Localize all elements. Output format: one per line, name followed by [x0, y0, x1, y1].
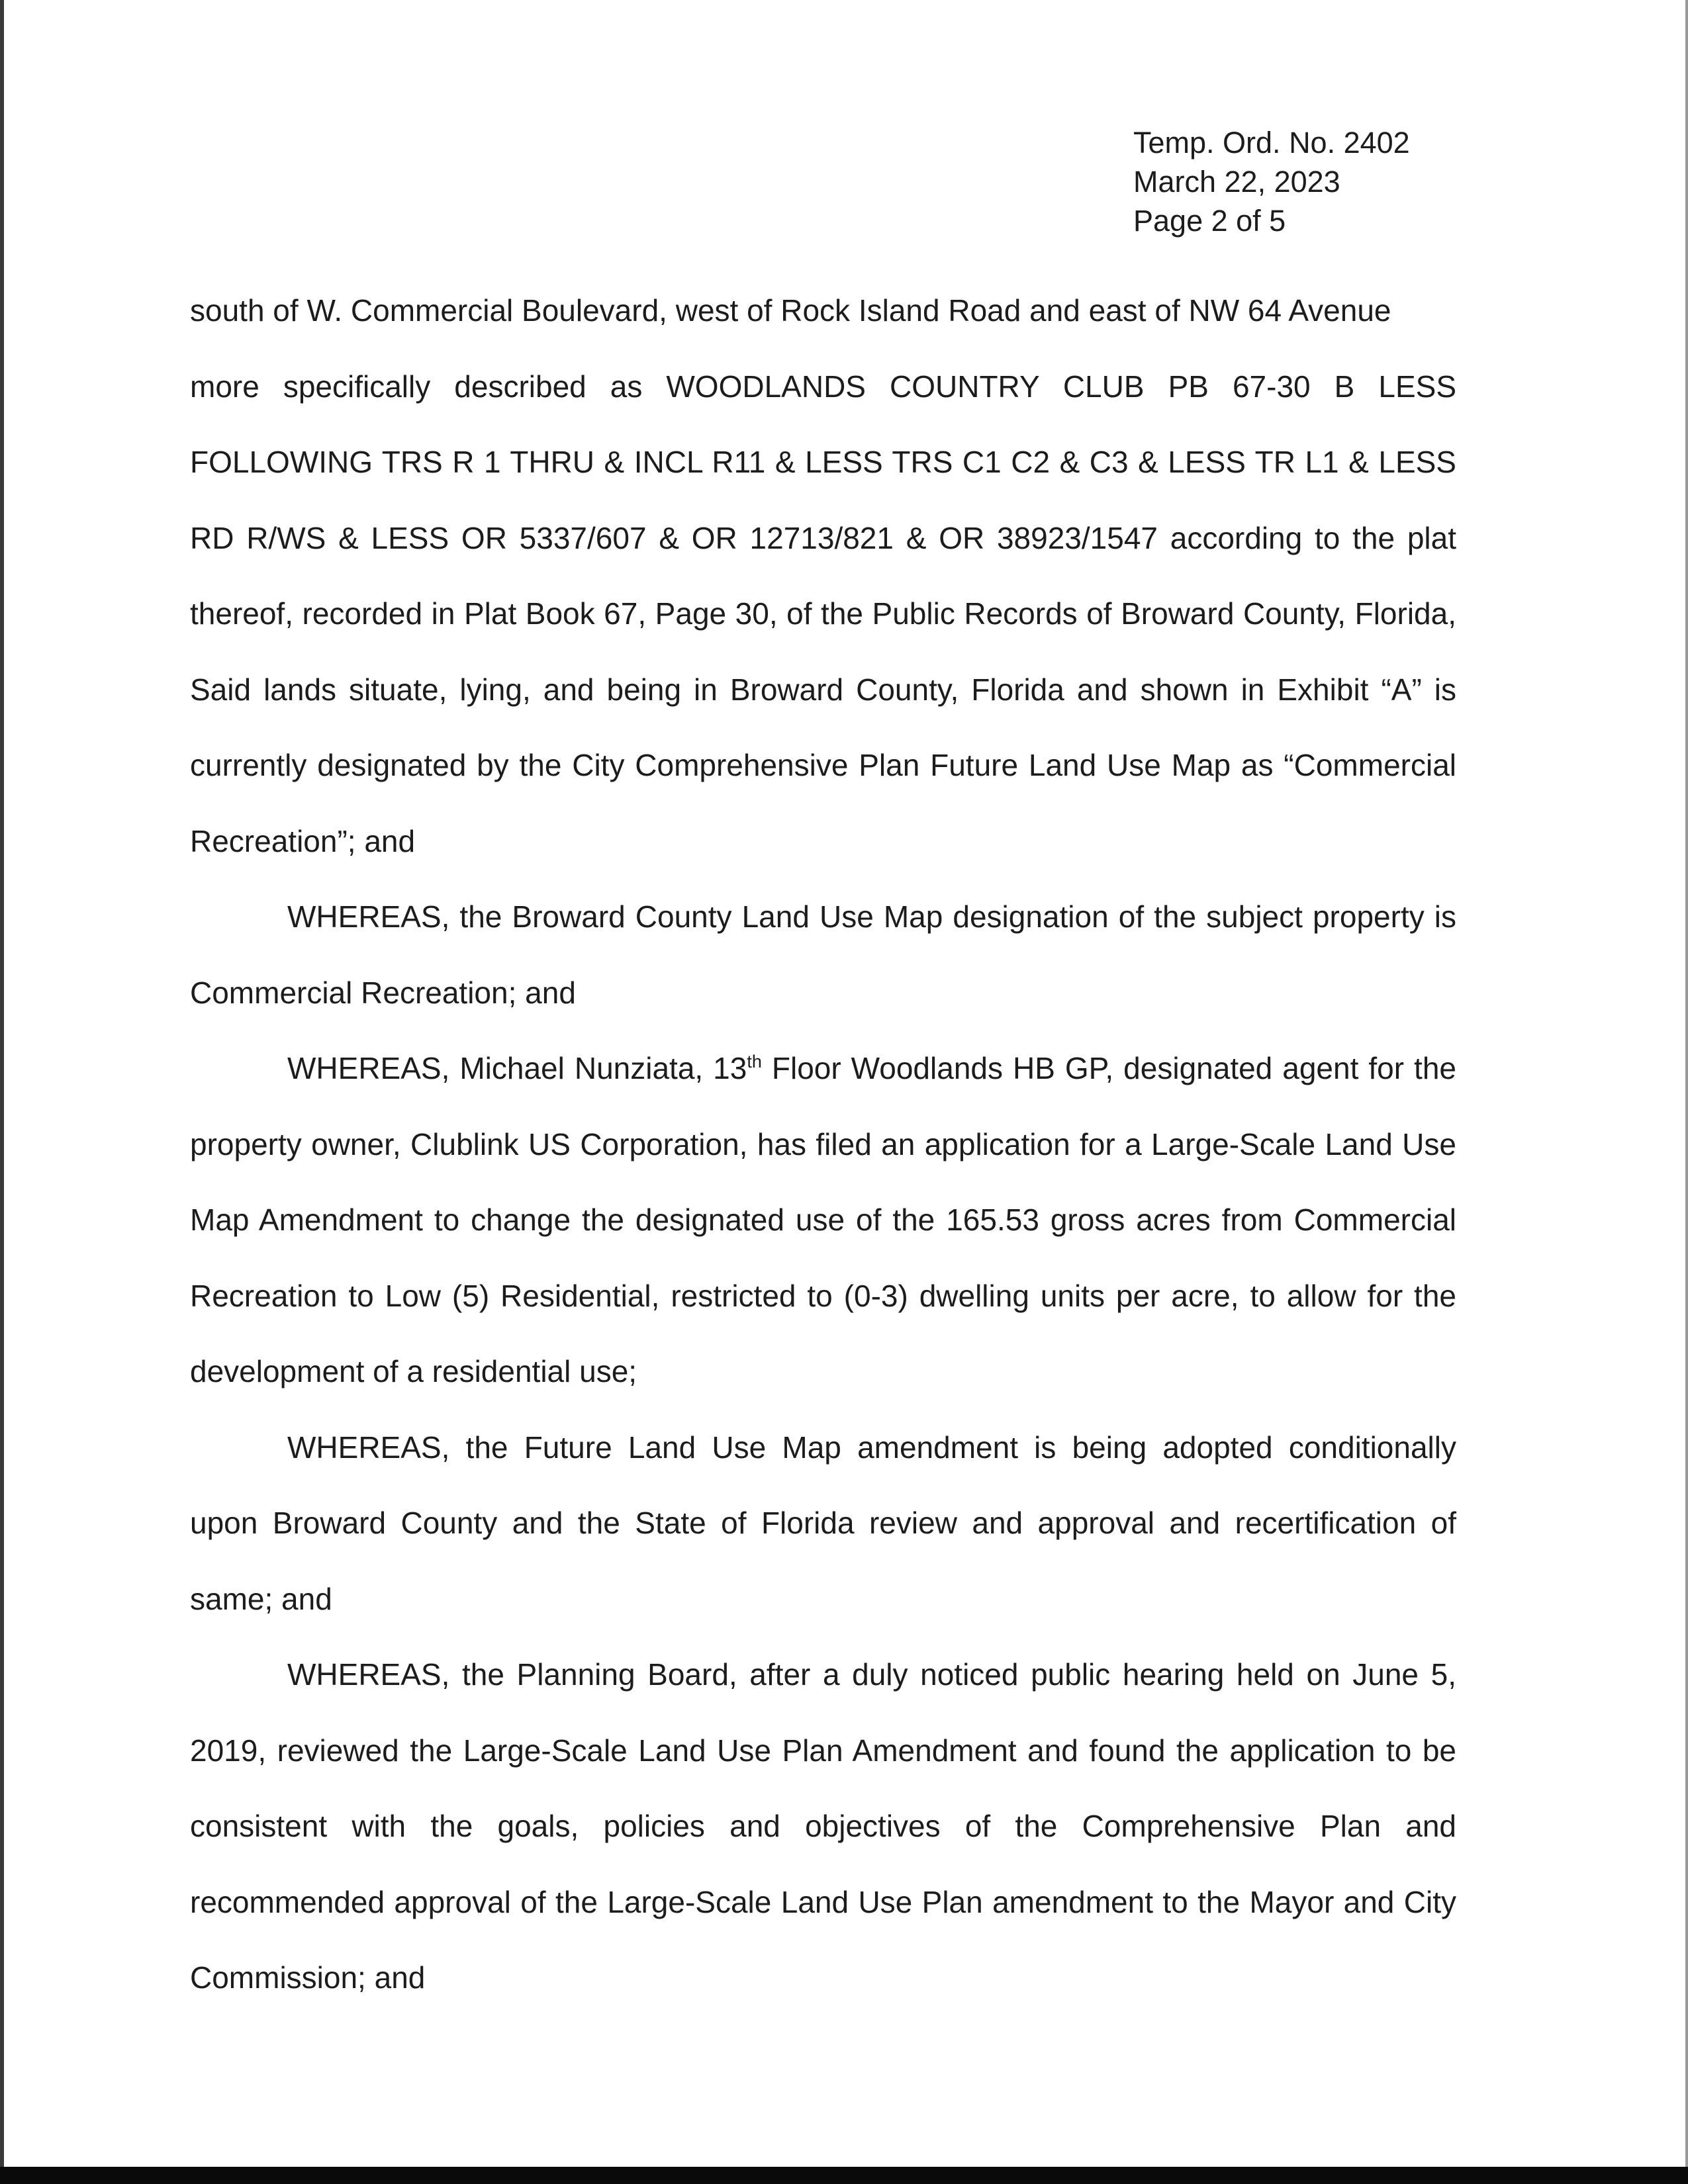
ordinance-number: Temp. Ord. No. 2402 — [1133, 126, 1410, 159]
scan-edge-bottom — [0, 2167, 1688, 2184]
application-text-start: WHEREAS, Michael Nunziata, 13 — [287, 1051, 747, 1085]
document-header — [1133, 123, 1410, 240]
ordinal-superscript: th — [747, 1052, 762, 1071]
paragraph-legal-description: more specifically described as WOODLANDS COUNTRY CLUB PB 67-30 B LESS FOLLOWING TRS R 1 THRU & INCL R11 & LESS TRS C1 C2 & C3 & LESS TR L1 & LESS RD R/WS & LESS OR 5337/607 & OR 12713/821 & OR 38923/1547 according to the plat thereof, recorded in Plat Book 67, Page 30, of the Public Records of Broward County, Florida, Said lands situate, lying, and being in Broward County, Florida and shown in Exhibit “A” is currently designated by the City Comprehensive Plan Future Land Use Map as “Commercial Recreation”; and — [190, 369, 1456, 858]
application-text-end: Floor Woodlands HB GP, designated agent for the property owner, Clublink US Corporation, has filed an application for a Large-Scale Land Use Map Amendment to change the designated use of the 165.53 gross acres from Commercial Recreation to Low (5) Residential, restricted to (0-3) dwelling units per acre, to allow for the development of a residential use; — [190, 1051, 1456, 1388]
scan-edge-left — [0, 0, 4, 2184]
document-body — [190, 273, 1456, 2016]
page-indicator: Page 2 of 5 — [1133, 204, 1286, 238]
paragraph-whereas-planning-board: WHEREAS, the Planning Board, after a duly noticed public hearing held on June 5, 2019, reviewed the Large-Scale Land Use Plan Amendment and found the application to be consistent with the goals, policies and objectives of the Comprehensive Plan and recommended approval of the Large-Scale Land Use Plan amendment to the Mayor and City Commission; and — [190, 1657, 1456, 1995]
paragraph-whereas-county-designation: WHEREAS, the Broward County Land Use Map designation of the subject property is Commercial Recreation; and — [190, 899, 1456, 1010]
document-date: March 22, 2023 — [1133, 165, 1340, 199]
paragraph-location: south of W. Commercial Boulevard, west of Rock Island Road and east of NW 64 Avenue — [190, 293, 1391, 328]
paragraph-whereas-application — [190, 1030, 1456, 1410]
scan-edge-right — [1685, 0, 1688, 2184]
paragraph-whereas-conditional-adoption: WHEREAS, the Future Land Use Map amendment is being adopted conditionally upon Broward County and the State of Florida review and approval and recertification of same; and — [190, 1430, 1456, 1616]
